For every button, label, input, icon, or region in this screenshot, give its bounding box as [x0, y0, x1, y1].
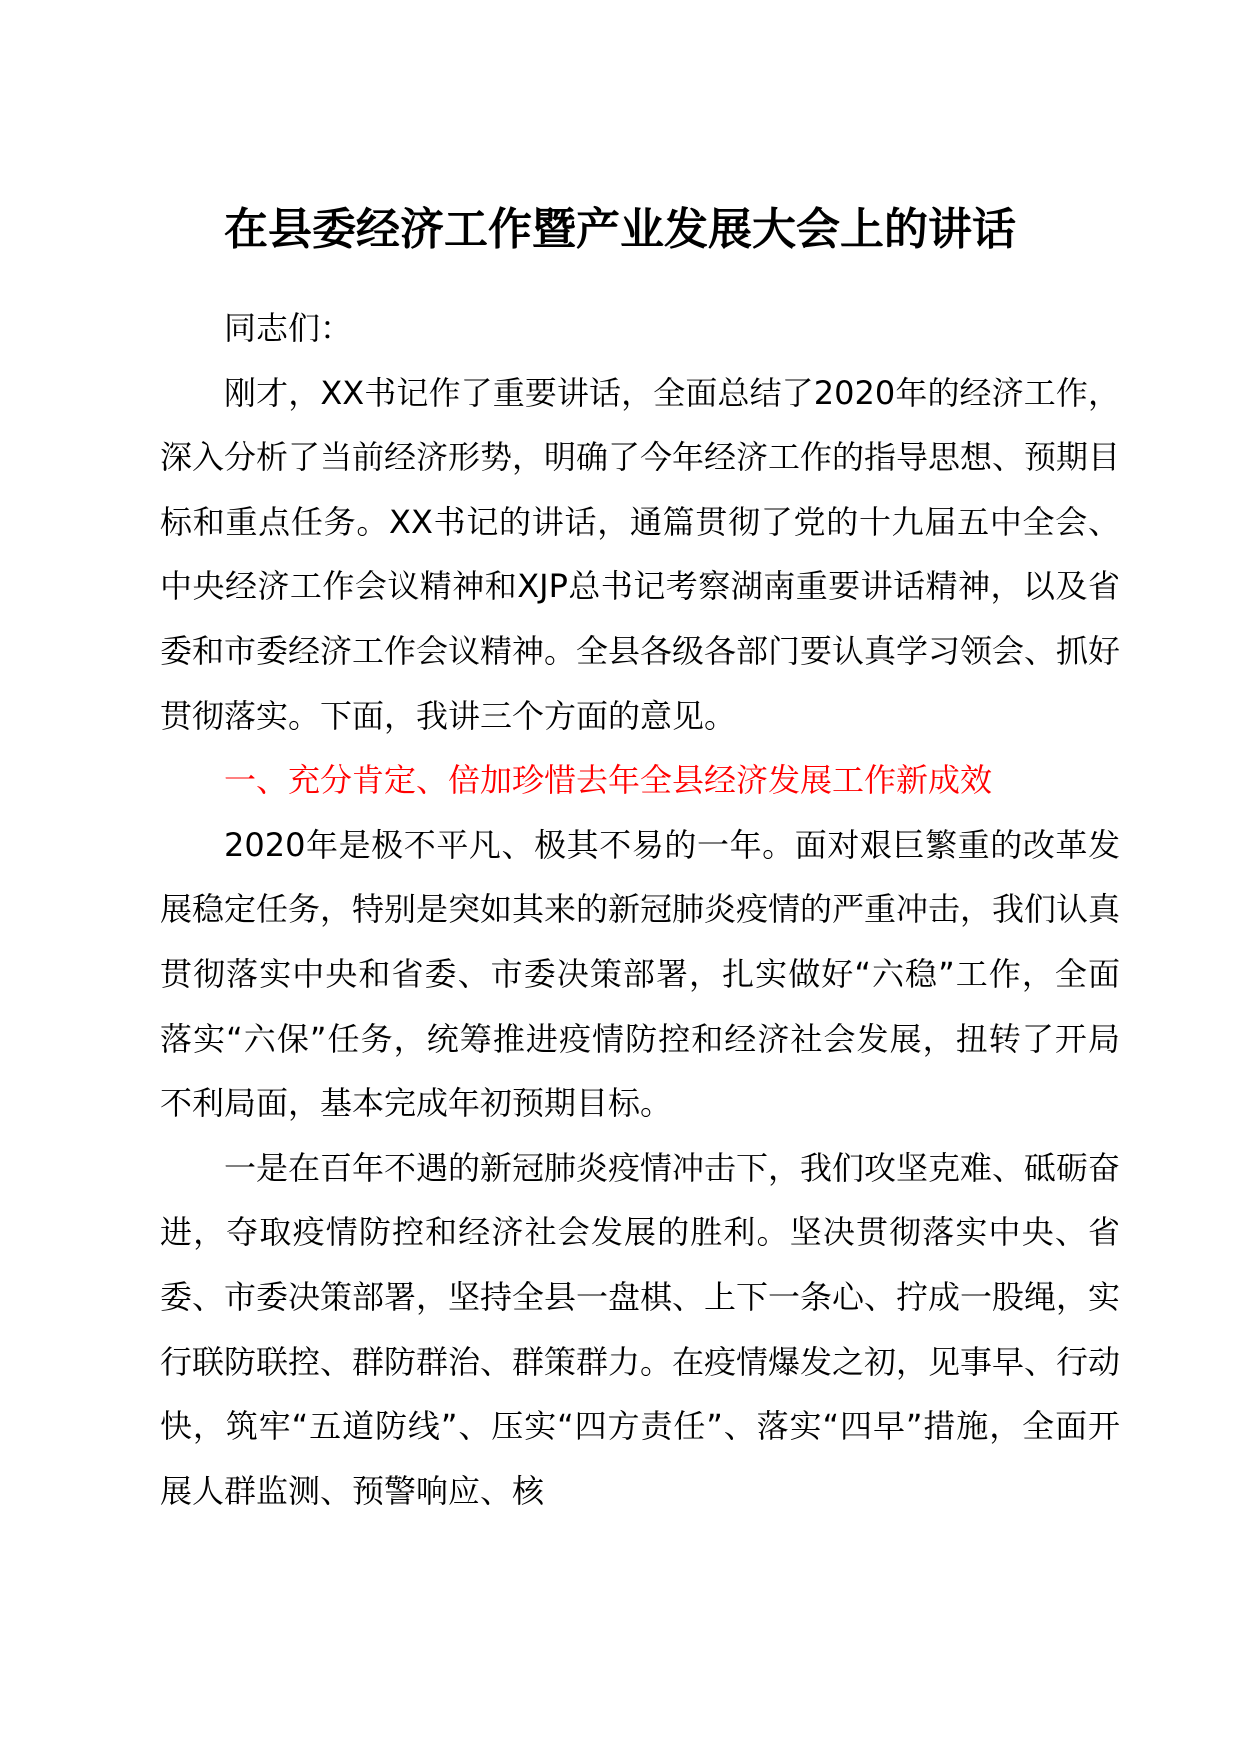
salutation: 同志们： [224, 309, 353, 347]
section-heading-1: 一、充分肯定、倍加珍惜去年全县经济发展工作新成效 [224, 761, 993, 800]
document-title: 在县委经济工作暨产业发展大会上的讲话 [224, 204, 1016, 255]
paragraph-intro: 刚才，XX书记作了重要讲话，全面总结了2020年的经济工作，深入分析了当前经济形势，明确了今年经济工作的指导思想、预期目标和重点任务。XX书记的讲话，通篇贯彻了党的十九届五中全会、中央经济工作会议精神和XJP总书记考察湖南重要讲话精神，以及省委和市委经济工作会议精神。全县各级各部门要认真学习领会、抓好贯彻落实。下面，我讲三个方面的意见。 [160, 373, 1121, 735]
paragraph-2020-overview: 2020年是极不平凡、极其不易的一年。面对艰巨繁重的改革发展稳定任务，特别是突如其来的新冠肺炎疫情的严重冲击，我们认真贯彻落实中央和省委、市委决策部署，扎实做好“六稳”工作，全面落实“六保”任务，统筹推进疫情防控和经济社会发展，扭转了开局不利局面，基本完成年初预期目标。 [160, 825, 1121, 1123]
paragraph-point-one: 一是在百年不遇的新冠肺炎疫情冲击下，我们攻坚克难、砥砺奋进，夺取疫情防控和经济社会发展的胜利。坚决贯彻落实中央、省委、市委决策部署，坚持全县一盘棋、上下一条心、拧成一股绳，实行联防联控、群防群治、群策群力。在疫情爆发之初，见事早、行动快，筑牢“五道防线”、压实“四方责任”、落实“四早”措施，全面开展人群监测、预警响应、核 [160, 1148, 1121, 1510]
document-body [160, 296, 1120, 1523]
